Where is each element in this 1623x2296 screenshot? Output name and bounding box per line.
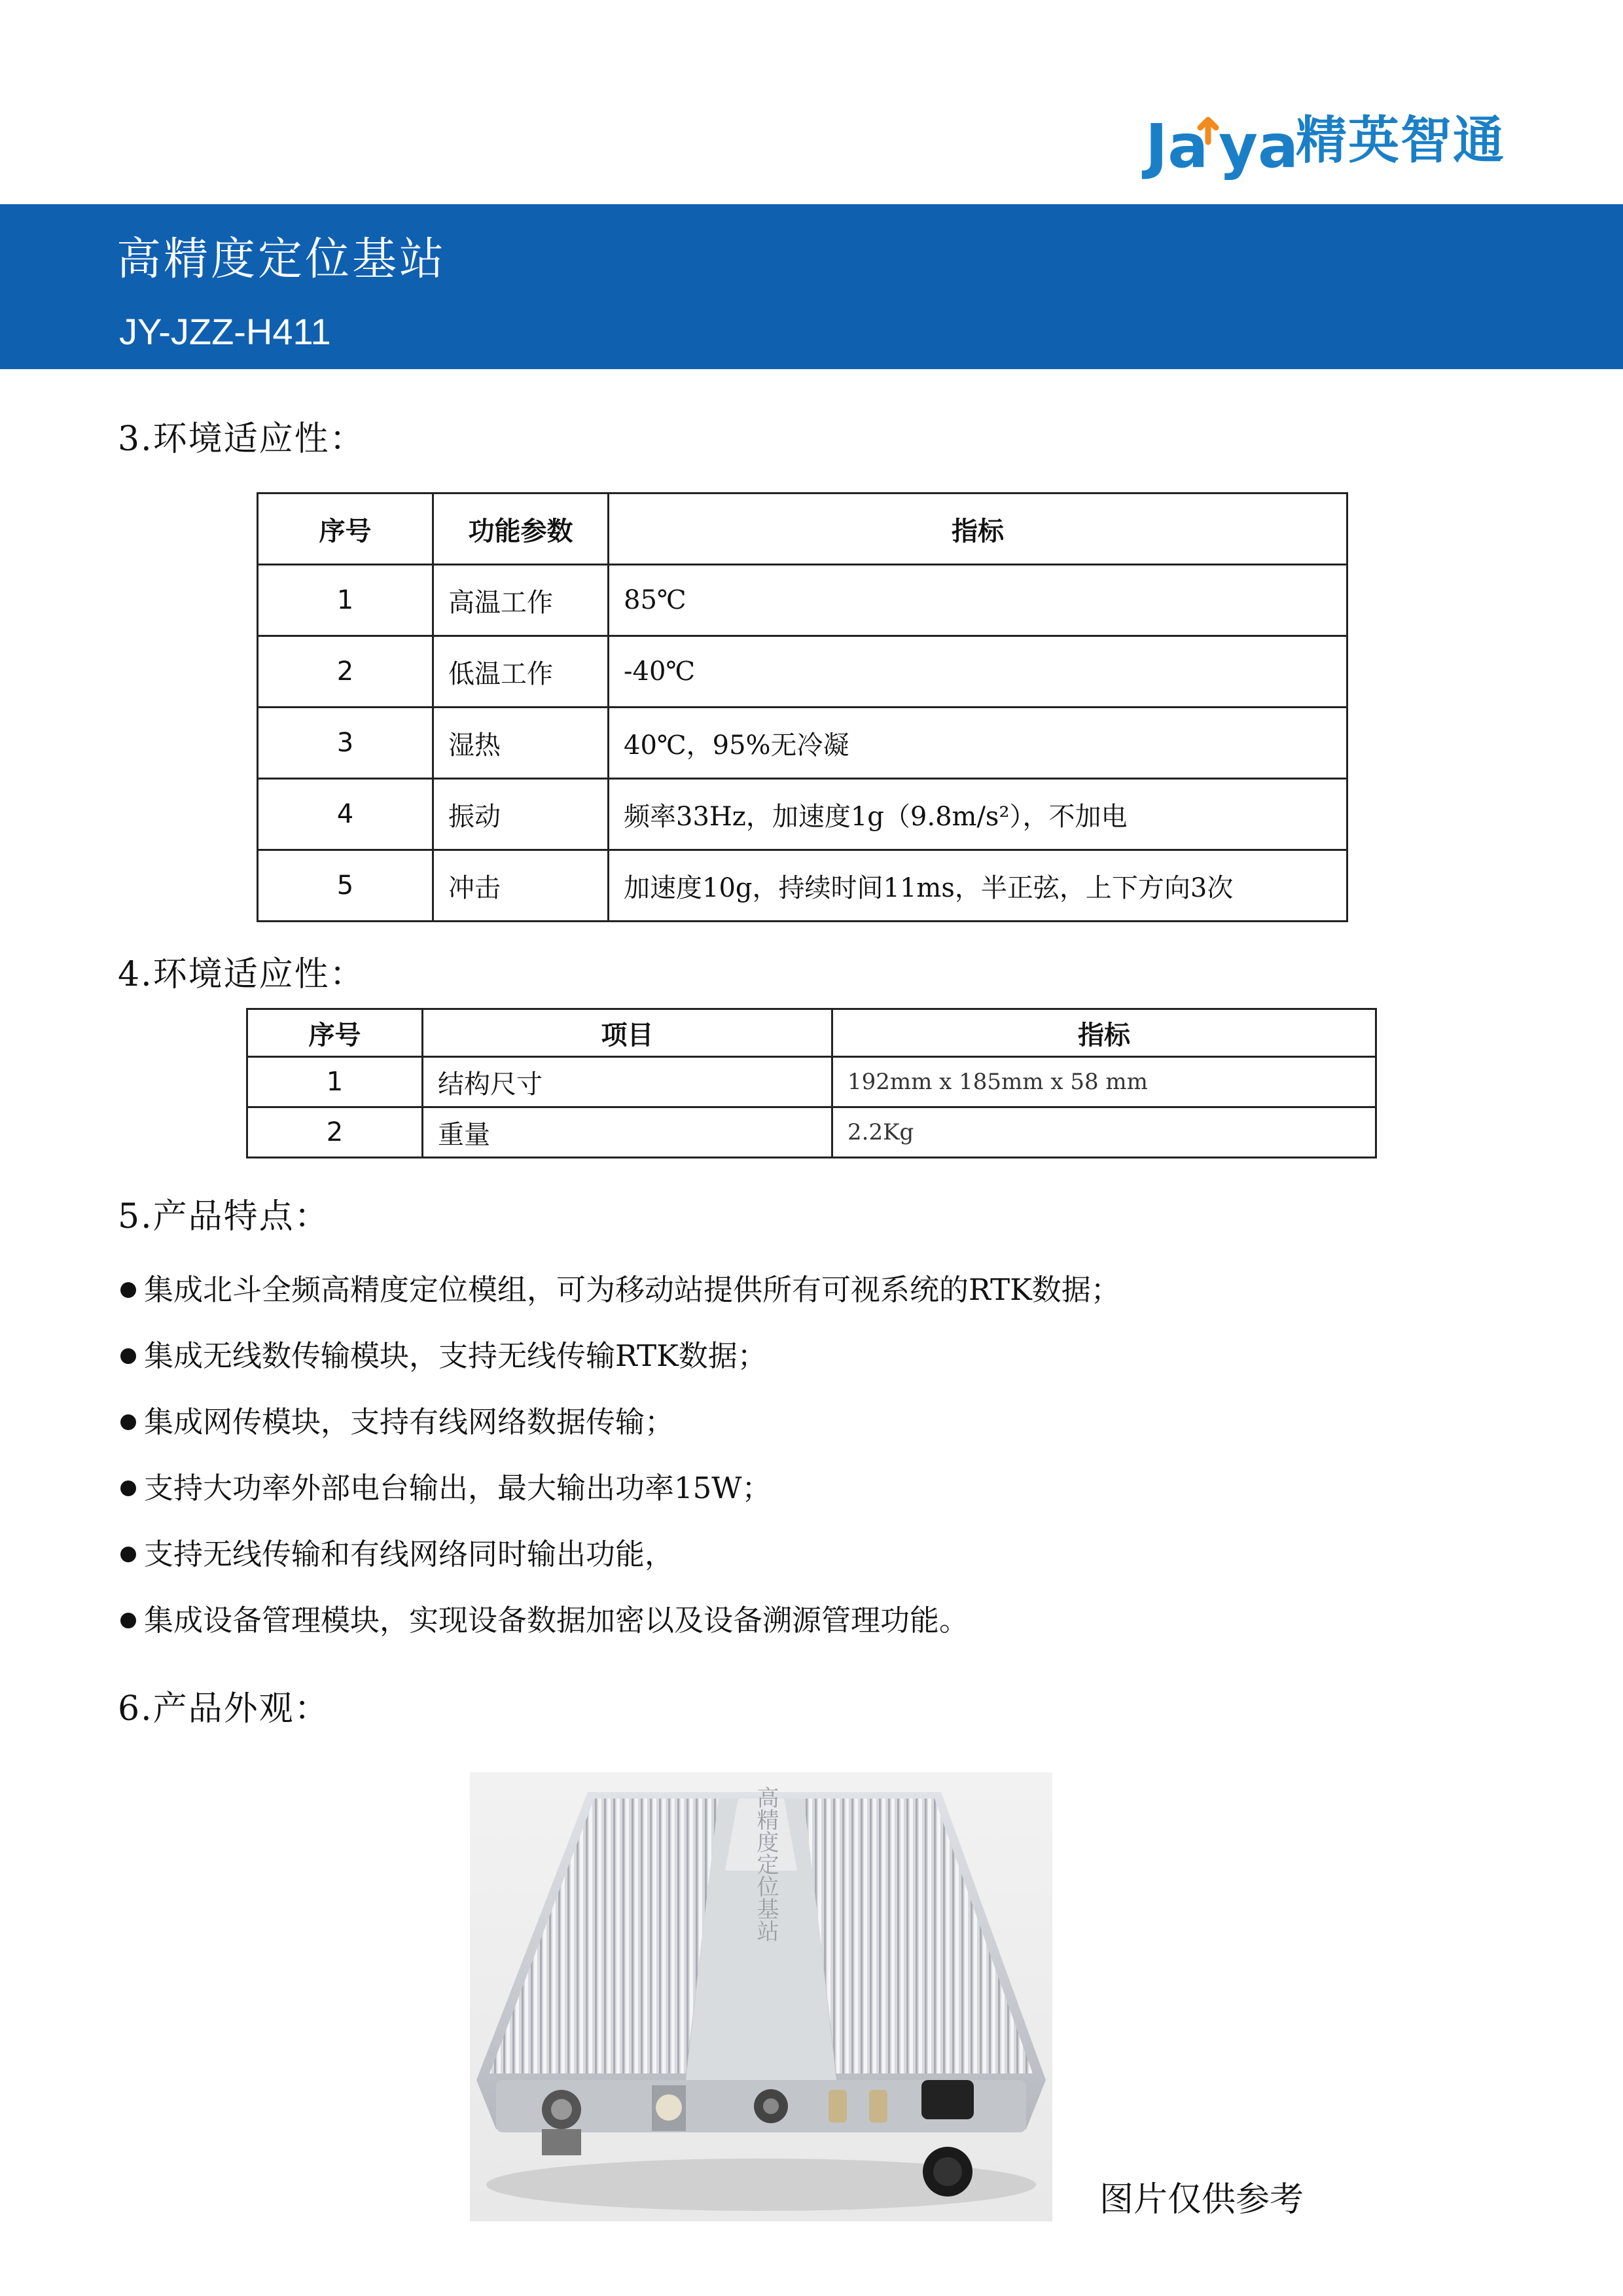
column-header: 序号: [247, 1009, 423, 1057]
list-item: [120, 1455, 1120, 1521]
row-param: 高温工作: [433, 565, 609, 636]
svg-text:高精度定位基站: 高精度定位基站: [753, 1786, 779, 1942]
feature-list: [120, 1257, 1120, 1653]
row-value: 192mm x 185mm x 58 mm: [832, 1057, 1376, 1107]
section-6-heading: 6.产品外观：: [118, 1689, 330, 1729]
list-item: [120, 1257, 1120, 1323]
feature-text: 集成设备管理模块，实现设备数据加密以及设备溯源管理功能。: [144, 1602, 969, 1638]
section-3-heading: 3.环境适应性：: [118, 420, 365, 459]
list-item: [120, 1389, 1120, 1455]
row-number: 4: [258, 779, 433, 850]
bullet-icon: [120, 1613, 136, 1628]
table-row: [258, 565, 1347, 636]
row-value: 2.2Kg: [832, 1107, 1376, 1158]
row-number: 2: [258, 636, 433, 708]
row-param: 湿热: [433, 708, 609, 779]
row-param: 振动: [433, 779, 609, 850]
bullet-icon: [120, 1282, 136, 1298]
row-value: 85℃: [609, 565, 1347, 636]
row-param: 低温工作: [433, 636, 609, 708]
list-item: [120, 1323, 1120, 1389]
table-row: [258, 708, 1347, 779]
logo-text: 精英智通: [1296, 111, 1506, 170]
row-number: 1: [247, 1057, 423, 1107]
product-model: JY-JZZ-H411: [119, 311, 331, 352]
svg-text:Ja: Ja: [1145, 111, 1209, 181]
table-header-row: [247, 1009, 1376, 1057]
product-title: 高精度定位基站: [116, 234, 447, 285]
row-value: -40℃: [609, 636, 1347, 708]
bullet-icon: [120, 1348, 136, 1364]
row-number: 5: [258, 850, 433, 922]
row-value: 40℃，95%无冷凝: [609, 708, 1347, 779]
table-row: [247, 1107, 1376, 1158]
title-banner: [0, 204, 1623, 369]
feature-text: 集成无线数传输模块，支持无线传输RTK数据；: [144, 1338, 767, 1373]
feature-text: 支持无线传输和有线网络同时输出功能，: [144, 1536, 675, 1571]
row-item: 重量: [423, 1107, 832, 1158]
column-header: 序号: [258, 493, 433, 565]
table-row: [258, 850, 1347, 922]
column-header: 指标: [832, 1009, 1376, 1057]
bullet-icon: [120, 1480, 136, 1496]
device-engraved-label: [753, 1786, 779, 1942]
section-5-heading: 5.产品特点：: [118, 1197, 330, 1236]
table-row: [247, 1057, 1376, 1107]
row-item: 结构尺寸: [423, 1057, 832, 1107]
column-header: 项目: [423, 1009, 832, 1057]
list-item: [120, 1521, 1120, 1587]
column-header: 功能参数: [433, 493, 609, 565]
row-value: 加速度10g，持续时间11ms，半正弦，上下方向3次: [609, 850, 1347, 922]
row-number: 2: [247, 1107, 423, 1158]
table-row: [258, 779, 1347, 850]
section-4-heading: 4.环境适应性：: [118, 955, 365, 994]
row-number: 1: [258, 565, 433, 636]
feature-text: 集成北斗全频高精度定位模组，可为移动站提供所有可视系统的RTK数据；: [144, 1272, 1120, 1307]
photo-caption: 图片仅供参考: [1099, 2180, 1304, 2219]
logo-wordmark: [1145, 101, 1299, 181]
product-photo: [470, 1772, 1052, 2221]
svg-text:ya: ya: [1219, 111, 1299, 181]
row-param: 冲击: [433, 850, 609, 922]
bullet-icon: [120, 1414, 136, 1430]
table-row: [258, 636, 1347, 708]
table-header-row: [258, 493, 1347, 565]
list-item: [120, 1587, 1120, 1653]
column-header: 指标: [609, 493, 1347, 565]
feature-text: 集成网传模块，支持有线网络数据传输；: [144, 1404, 675, 1439]
environment-table: [257, 492, 1348, 922]
row-number: 3: [258, 708, 433, 779]
row-value: 频率33Hz，加速度1g（9.8m/s²），不加电: [609, 779, 1347, 850]
brand-logo: [1145, 98, 1505, 183]
bullet-icon: [120, 1547, 136, 1562]
specs-table: [246, 1008, 1377, 1158]
feature-text: 支持大功率外部电台输出，最大输出功率15W；: [144, 1470, 772, 1505]
